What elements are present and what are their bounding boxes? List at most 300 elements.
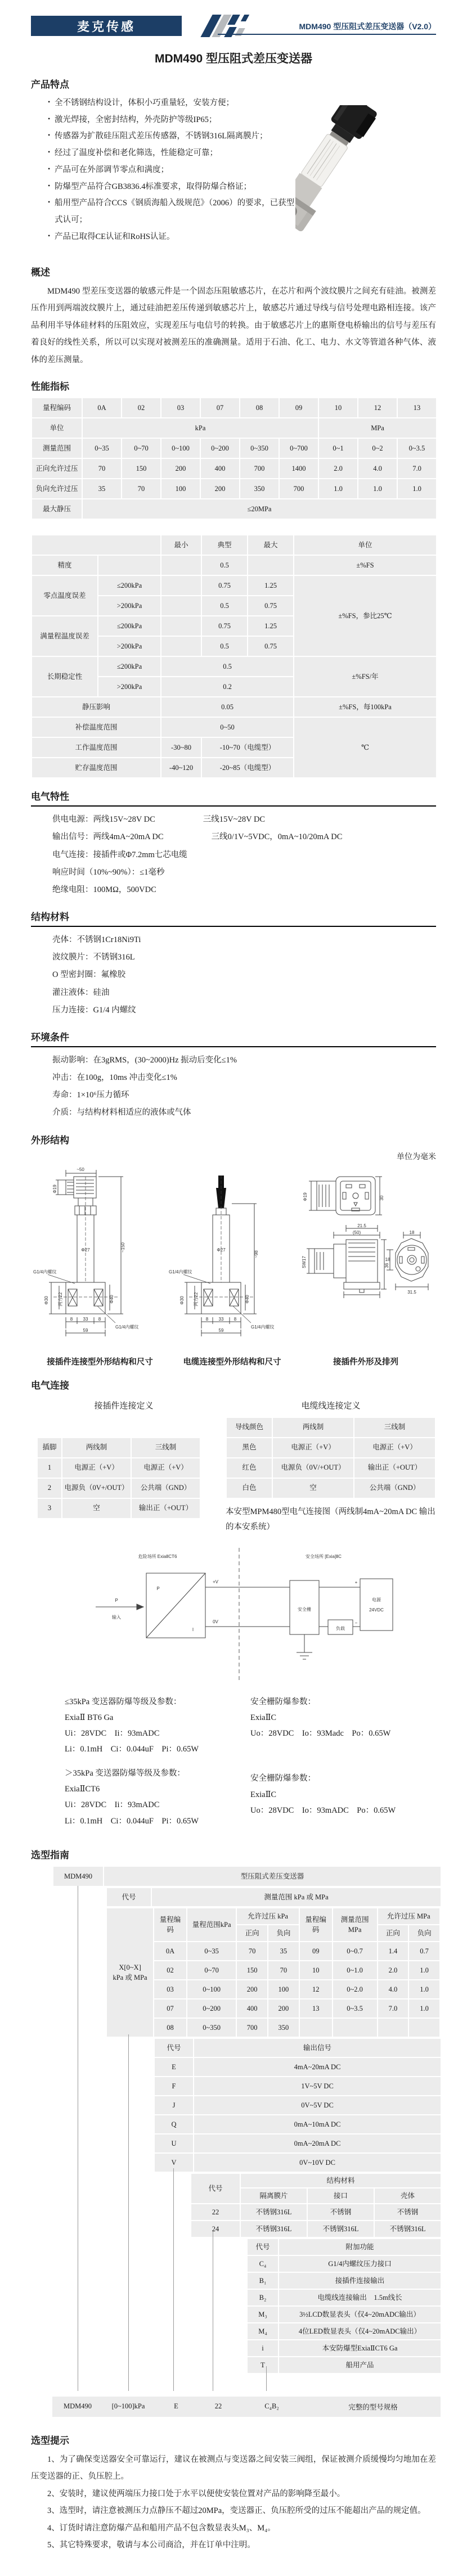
selection-diagram bbox=[52, 1866, 441, 2417]
cell bbox=[378, 2018, 409, 2037]
cell: Q bbox=[154, 2115, 194, 2134]
cell: 12 bbox=[358, 398, 397, 418]
cell: 700 bbox=[236, 2018, 268, 2037]
col-header: 允许过压 kPa bbox=[236, 1908, 299, 1925]
range-code-table bbox=[106, 1887, 442, 1907]
section-heading-environment: 环境条件 bbox=[31, 1029, 436, 1047]
param-line: Li：0.1mH Ci：0.044uF Pi：0.65W bbox=[65, 1741, 234, 1757]
cell: 船用产品 bbox=[279, 2357, 441, 2374]
features-section bbox=[31, 95, 436, 254]
cell: >200kPa bbox=[98, 636, 161, 656]
dim-label: Φ30 bbox=[179, 1295, 185, 1304]
table-row bbox=[226, 1438, 435, 1458]
barrier-label: 安全栅 bbox=[298, 1606, 311, 1612]
cell: 3 bbox=[37, 1498, 62, 1519]
code-header: 代号 bbox=[191, 2173, 240, 2204]
cell: 0~200 bbox=[187, 1999, 236, 2018]
connector-views-drawing bbox=[301, 1164, 436, 1350]
table-row bbox=[106, 2018, 440, 2037]
dim-label: G1/4内螺纹 bbox=[115, 1324, 138, 1330]
cell: 0.75 bbox=[248, 636, 294, 656]
cell: -10~70（电缆型） bbox=[201, 737, 294, 758]
table-row bbox=[32, 479, 437, 499]
cell: 0~70 bbox=[187, 1961, 236, 1980]
table-row bbox=[247, 2357, 441, 2374]
cell bbox=[333, 2018, 378, 2037]
param-block bbox=[250, 1771, 436, 1818]
dim-label: 33 bbox=[219, 1317, 224, 1322]
cell: ±%FS，每100kPa bbox=[294, 697, 437, 717]
cell: 0~1.0 bbox=[333, 1961, 378, 1980]
row-label: 精度 bbox=[32, 555, 98, 575]
spec-text: 供电电源：两线15V~28V DC bbox=[52, 815, 155, 824]
connector-line bbox=[173, 2168, 174, 2391]
table-row bbox=[32, 656, 437, 677]
table-row bbox=[154, 2134, 441, 2153]
row-label: 满量程温度误差 bbox=[32, 616, 98, 656]
cell: 200 bbox=[200, 479, 240, 499]
spec-line: 介质：与结构材料相适应的液体或气体 bbox=[52, 1104, 436, 1122]
cell: 100 bbox=[268, 1980, 299, 1999]
example-material: 22 bbox=[199, 2402, 238, 2411]
dim-label: 两方22 bbox=[193, 1292, 199, 1306]
dim-label: 59 bbox=[83, 1328, 88, 1333]
dim-label: SW17 bbox=[302, 1255, 307, 1268]
spec-text: 响应时间（10%~90%）：≤1毫秒 bbox=[52, 868, 164, 877]
cell: 黑色 bbox=[226, 1438, 272, 1458]
cell: 电源负（0V/+OUT） bbox=[272, 1458, 354, 1478]
table-row bbox=[32, 499, 437, 519]
cell: 电源正（+V） bbox=[354, 1438, 435, 1458]
cell: 70 bbox=[82, 458, 122, 479]
cell: 不锈钢 bbox=[307, 2204, 374, 2221]
cell: 0mA~10mA DC bbox=[194, 2115, 441, 2134]
spec-text: 绝缘电阻：100MΩ，500VDC bbox=[52, 885, 156, 894]
transmitter-photo-illustration bbox=[295, 105, 436, 254]
col-header: 允许过压 MPa bbox=[378, 1908, 440, 1925]
brand-logo bbox=[31, 16, 182, 36]
table-row bbox=[226, 1417, 435, 1438]
cell: G1/4内螺纹压力接口 bbox=[279, 2255, 441, 2272]
col-header: 最小 bbox=[161, 535, 201, 555]
block-title: 附加功能 bbox=[279, 2239, 441, 2255]
cell: 白色 bbox=[226, 1478, 272, 1498]
col-header: 隔离膜片 bbox=[240, 2188, 307, 2204]
cell: 0.5 bbox=[161, 656, 294, 677]
datasheet-page bbox=[0, 15, 467, 2576]
dim-label: 31.5 bbox=[407, 1290, 416, 1295]
cell: 7.0 bbox=[378, 1999, 409, 2018]
dim-label: 21.5 bbox=[357, 1223, 366, 1228]
cell: 电源正（+V） bbox=[62, 1458, 131, 1478]
section-heading-electrical: 电气特性 bbox=[31, 789, 436, 807]
cell: J bbox=[154, 2096, 194, 2115]
cell bbox=[299, 2018, 333, 2037]
cell: 70 bbox=[268, 1961, 299, 1980]
cell: 0.75 bbox=[248, 596, 294, 616]
table-row bbox=[32, 555, 437, 575]
cell: 1.25 bbox=[248, 616, 294, 636]
transmitter-params-column bbox=[31, 1694, 234, 1837]
tip-item: 5、其它特殊要求，敬请与本公司商洽，并在订单中注明。 bbox=[31, 2537, 436, 2554]
col-header: 两线制 bbox=[272, 1417, 354, 1438]
cell: 03 bbox=[154, 1980, 187, 1999]
cell: 0~100 bbox=[187, 1980, 236, 1999]
plus-sign: + bbox=[355, 1580, 358, 1585]
cell: 空 bbox=[272, 1478, 354, 1498]
feature-item: • 经过了温度补偿和老化筛选，性能稳定可靠； bbox=[48, 145, 295, 162]
table-row bbox=[32, 535, 437, 555]
table-row bbox=[247, 2340, 441, 2357]
cell: 1.0 bbox=[408, 1999, 440, 2018]
material-code-table bbox=[190, 2173, 442, 2238]
range-axis-label bbox=[106, 1908, 154, 2037]
cell: 2.0 bbox=[378, 1961, 409, 1980]
cell: 4位LED数显表头（仅4~20mADC输出） bbox=[279, 2323, 441, 2340]
param-title: 安全栅防爆参数： bbox=[250, 1694, 436, 1710]
load-label: 负载 bbox=[336, 1625, 345, 1631]
table-row bbox=[191, 2204, 441, 2221]
spec-text: 输出信号：两线4mA~20mA DC bbox=[52, 832, 164, 841]
cell: 0.75 bbox=[201, 575, 248, 596]
cable-def-table bbox=[226, 1417, 436, 1499]
spec-line bbox=[52, 881, 436, 899]
param-title: ＞35kPa 变送器防爆等级及参数： bbox=[65, 1766, 234, 1781]
table-row bbox=[53, 1866, 441, 1886]
block-title: 输出信号 bbox=[194, 2038, 441, 2057]
cell bbox=[161, 596, 201, 616]
wiring-note: 本安型MPM480型电气连接图（两线制4mA~20mA DC 输出的本安系统） bbox=[226, 1505, 436, 1535]
spec-line: 寿命：1×10⁶压力循环 bbox=[52, 1087, 436, 1104]
cell: 13 bbox=[299, 1999, 333, 2018]
cable-definition bbox=[211, 1396, 436, 1535]
feature-item: • 全不锈钢结构设计，体积小巧重量轻，安装方便； bbox=[48, 95, 295, 112]
range-spec-table bbox=[31, 397, 437, 520]
cell: 0.2 bbox=[161, 677, 294, 697]
dim-label: 30 bbox=[379, 1195, 384, 1200]
tip-item: 2、安装时，建议使两端压力接口处于水平以便使安装位置对产品的影响降至最小。 bbox=[31, 2485, 436, 2502]
spec-line: 壳体：不锈钢1Cr18Ni9Ti bbox=[52, 931, 436, 949]
environment-lines bbox=[31, 1052, 436, 1122]
page-title: MDM490 型压阻式差压变送器 bbox=[31, 49, 436, 66]
block-title: 测量范围 kPa 或 MPa bbox=[151, 1888, 441, 1907]
param-line: ExiaⅡC bbox=[250, 1710, 436, 1726]
cell: 07 bbox=[154, 1999, 187, 2018]
connector-line bbox=[266, 2366, 267, 2391]
cell: 3½LCD数显表头（仅4~20mADC输出） bbox=[279, 2306, 441, 2323]
code-header: 代号 bbox=[106, 1888, 151, 1907]
cell bbox=[161, 555, 201, 575]
row-label: 单位 bbox=[32, 418, 82, 438]
param-line: ExiaⅡC bbox=[250, 1787, 436, 1803]
cell: 电源正（+V） bbox=[272, 1438, 354, 1458]
cell: 0A bbox=[154, 1942, 187, 1961]
dim-label: ~150 bbox=[120, 1242, 125, 1253]
cell: 08 bbox=[240, 398, 279, 418]
cell: 400 bbox=[200, 458, 240, 479]
cell: 0mA~20mA DC bbox=[194, 2134, 441, 2153]
feature-item: • 传感器为扩散硅压阻式差压传感器，不锈钢316L隔离膜片； bbox=[48, 128, 295, 145]
dim-label: 18 bbox=[410, 1230, 415, 1235]
section-heading-tips: 选型提示 bbox=[31, 2433, 436, 2447]
feature-item: • 防爆型产品符合GB3836.4标准要求，取得防爆合格证； bbox=[48, 179, 295, 196]
col-header: 典型 bbox=[201, 535, 248, 555]
cell: 10 bbox=[299, 1961, 333, 1980]
param-title: 安全栅防爆参数： bbox=[250, 1771, 436, 1786]
spec-line bbox=[52, 811, 436, 828]
param-line: ExiaⅡCT6 bbox=[65, 1781, 234, 1797]
plug-def-title: 接插件连接定义 bbox=[37, 1399, 211, 1411]
cell: -20~85（电缆型） bbox=[201, 758, 294, 778]
table-row bbox=[154, 2077, 441, 2096]
cell: >200kPa bbox=[98, 596, 161, 616]
cell: 0~700 bbox=[279, 438, 318, 458]
col-header: 量程编码 bbox=[154, 1908, 187, 1942]
cell: V bbox=[154, 2153, 194, 2172]
table-row bbox=[106, 1980, 440, 1999]
cell: 0~35 bbox=[187, 1942, 236, 1961]
section-heading-overview: 概述 bbox=[31, 264, 436, 278]
cell: 09 bbox=[279, 398, 318, 418]
spec-line: O 型密封圈：氟橡胶 bbox=[52, 966, 436, 984]
dim-label: G1/4内螺纹 bbox=[251, 1324, 274, 1330]
cell: MPa bbox=[318, 418, 437, 438]
cell: 12 bbox=[299, 1980, 333, 1999]
table-row bbox=[154, 2057, 441, 2077]
document-title: MDM490 型压阻式差压变送器（V2.0） bbox=[218, 21, 436, 35]
dim-label: 8 bbox=[70, 1317, 73, 1322]
cell: 输出正（+OUT） bbox=[131, 1498, 200, 1519]
cell bbox=[161, 616, 201, 636]
output-signal-table bbox=[154, 2038, 442, 2173]
cell: 200 bbox=[268, 1999, 299, 2018]
cell: 本安防爆型ExiaⅡCT6 Ga bbox=[279, 2340, 441, 2357]
cell: 不锈钢316L bbox=[240, 2221, 307, 2237]
wiring-section bbox=[31, 1396, 436, 1535]
cell: ±%FS/年 bbox=[294, 656, 437, 697]
cell: 35 bbox=[268, 1942, 299, 1961]
cell: 0.5 bbox=[201, 636, 248, 656]
col-header: 正向 bbox=[236, 1925, 268, 1942]
param-line: Uo：28VDC Io：93mADC Po：0.65W bbox=[250, 1803, 436, 1818]
section-heading-performance: 性能指标 bbox=[31, 379, 436, 393]
example-label: 完整的型号规格 bbox=[306, 2402, 441, 2412]
cell: 0~100 bbox=[161, 438, 200, 458]
example-addon: C₄B₂ bbox=[238, 2402, 306, 2411]
cell: 10 bbox=[318, 398, 358, 418]
row-label: 补偿温度范围 bbox=[32, 717, 161, 737]
param-line: Li：0.1mH Ci：0.044uF Pi：0.65W bbox=[65, 1813, 234, 1829]
cell: 不锈钢316L bbox=[307, 2221, 374, 2237]
table-row bbox=[32, 418, 437, 438]
cell: 1.0 bbox=[408, 1961, 440, 1980]
cell: 0.5 bbox=[201, 596, 248, 616]
dim-label: ~50 bbox=[77, 1167, 84, 1172]
dim-label: 36 bbox=[384, 1263, 389, 1268]
dim-label: 8 bbox=[206, 1317, 209, 1322]
ex-proof-parameters bbox=[31, 1694, 436, 1837]
dim-label: 8 bbox=[98, 1317, 101, 1322]
cell: 0~35 bbox=[82, 438, 122, 458]
page-header bbox=[31, 15, 436, 37]
minus-sign: − bbox=[355, 1620, 358, 1625]
table-row bbox=[106, 1942, 440, 1961]
model-description: 型压阻式差压变送器 bbox=[104, 1866, 441, 1886]
param-title: ≤35kPa 变送器防爆等级及参数： bbox=[65, 1694, 234, 1710]
cell: 电源负（0V+/OUT） bbox=[62, 1478, 131, 1498]
cell: 1.25 bbox=[248, 575, 294, 596]
cell bbox=[161, 636, 201, 656]
electrical-lines bbox=[31, 811, 436, 899]
feature-item: • 产品可在外部调节零点和满度； bbox=[48, 162, 295, 179]
col-header: 正向 bbox=[378, 1925, 409, 1942]
cell: 1.0 bbox=[318, 479, 358, 499]
feature-item: • 产品已取得CE认证和RoHS认证。 bbox=[48, 229, 295, 246]
cell: ±%FS，参比25℃ bbox=[294, 575, 437, 656]
feature-list bbox=[31, 95, 295, 254]
cell: 公共端（GND） bbox=[354, 1478, 435, 1498]
dim-label: Φ40 bbox=[245, 1294, 250, 1303]
param-block bbox=[65, 1766, 234, 1829]
cell: M₄ bbox=[247, 2323, 279, 2340]
spec-text: 三线0/1V~5VDC，0mA~10/20mA DC bbox=[212, 828, 343, 846]
cell: M₃ bbox=[247, 2306, 279, 2323]
outline-drawings bbox=[31, 1164, 436, 1350]
dim-label: Φ19 bbox=[303, 1192, 308, 1201]
spec-line bbox=[52, 864, 436, 881]
table-row bbox=[247, 2289, 441, 2306]
table-row bbox=[226, 1458, 435, 1478]
param-line: Uo：28VDC Io：93Madc Po：0.65W bbox=[250, 1726, 436, 1741]
table-row bbox=[247, 2255, 441, 2272]
dim-label: 33 bbox=[83, 1317, 88, 1322]
feature-item: • 船用型产品符合CCS《钢质海船入级规范》（2006）的要求，已获型式认可； bbox=[48, 195, 295, 228]
cell: 0~70 bbox=[122, 438, 161, 458]
cell: 1V~5V DC bbox=[194, 2077, 441, 2096]
table-row bbox=[226, 1478, 435, 1498]
dim-label: G1/4内螺纹 bbox=[169, 1269, 192, 1275]
intrinsic-safety-diagram bbox=[53, 1548, 414, 1688]
table-row bbox=[191, 2221, 441, 2237]
cell: 700 bbox=[279, 479, 318, 499]
cell: 09 bbox=[299, 1942, 333, 1961]
row-label: 最大静压 bbox=[32, 499, 82, 519]
param-line: ExiaⅡ BT6 Ga bbox=[65, 1710, 234, 1726]
cell: 07 bbox=[200, 398, 240, 418]
col-header: 最大 bbox=[248, 535, 294, 555]
spec-line: 振动影响：在3gRMS，(30~2000)Hz 振动后变化≤1% bbox=[52, 1052, 436, 1069]
cell: 0.05 bbox=[161, 697, 294, 717]
cell: B₂ bbox=[247, 2289, 279, 2306]
cell: 1.0 bbox=[397, 479, 437, 499]
cell: 0~200 bbox=[200, 438, 240, 458]
cell: 1.4 bbox=[378, 1942, 409, 1961]
cell: 02 bbox=[122, 398, 161, 418]
cell bbox=[98, 555, 161, 575]
caption: 接插件连接型外形结构和尺寸 bbox=[31, 1355, 169, 1367]
cell: 1.0 bbox=[358, 479, 397, 499]
col-header: 量程编码 bbox=[299, 1908, 333, 1942]
cell: 1.0 bbox=[408, 1980, 440, 1999]
tip-item: 3、选型时，请注意被测压力点静压不超过20MPa，变送器正、负压腔所受的过压不能超出产品的规定值。 bbox=[31, 2502, 436, 2519]
cell: 不锈钢 bbox=[374, 2204, 441, 2221]
section-heading-features: 产品特点 bbox=[31, 76, 436, 91]
table-row bbox=[106, 1999, 440, 2018]
cell: 0~3.5 bbox=[333, 1999, 378, 2018]
row-label: 贮存温度范围 bbox=[32, 758, 161, 778]
col-header: 三线制 bbox=[354, 1417, 435, 1438]
range-detail-table bbox=[106, 1907, 441, 2038]
dim-label: 两方22 bbox=[57, 1292, 63, 1306]
cell: 电缆线连接输出 1.5m线长 bbox=[279, 2289, 441, 2306]
table-row bbox=[32, 697, 437, 717]
cell: 7.0 bbox=[397, 458, 437, 479]
table-row bbox=[247, 2306, 441, 2323]
cell: -30~80 bbox=[161, 737, 201, 758]
table-row bbox=[247, 2272, 441, 2289]
tip-item: 1、为了确保变送器安全可靠运行，建议在被测点与变送器之间安装三阀组，保证被测介质缓慢均匀地加在差压变送器的正、负压腔上。 bbox=[31, 2451, 436, 2485]
cell: 150 bbox=[236, 1961, 268, 1980]
col-header: 测量范围MPa bbox=[333, 1908, 378, 1942]
cable-type-drawing bbox=[169, 1164, 295, 1350]
cell: C₄ bbox=[247, 2255, 279, 2272]
connector-line bbox=[128, 2034, 129, 2391]
cell: 0~2.0 bbox=[333, 1980, 378, 1999]
row-label: 长期稳定性 bbox=[32, 656, 98, 697]
cell: 70 bbox=[236, 1942, 268, 1961]
cell: 03 bbox=[161, 398, 200, 418]
cell bbox=[408, 2018, 440, 2037]
x-label-line: X[0~X] bbox=[109, 1962, 151, 1972]
col-header: 三线制 bbox=[131, 1438, 200, 1458]
cell: >200kPa bbox=[98, 677, 161, 697]
cell: E bbox=[154, 2057, 194, 2077]
col-header: 两线制 bbox=[62, 1438, 131, 1458]
dim-label: Φ27 bbox=[217, 1248, 226, 1253]
cell: 0~350 bbox=[240, 438, 279, 458]
x-label-line: kPa 或 MPa bbox=[109, 1972, 151, 1983]
cell: 0~350 bbox=[187, 2018, 236, 2037]
pi-top-label: P bbox=[156, 1586, 159, 1591]
supply-voltage: 24VDC bbox=[369, 1607, 384, 1613]
row-label: 零点温度误差 bbox=[32, 575, 98, 616]
spec-line: 冲击：在100g，10ms 冲击变化≤1% bbox=[52, 1069, 436, 1087]
cell: 空 bbox=[62, 1498, 131, 1519]
cell: 0.7 bbox=[408, 1942, 440, 1961]
cell: T bbox=[247, 2357, 279, 2374]
table-row bbox=[154, 2115, 441, 2134]
tips-section bbox=[31, 2451, 436, 2554]
cell: 2 bbox=[37, 1478, 62, 1498]
tip-item: 4、订货时请注意防爆产品和船用产品不包含数显表头M₃、M₄。 bbox=[31, 2520, 436, 2537]
cell: 0V~5V DC bbox=[194, 2096, 441, 2115]
spec-line: 压力连接：G1/4 内螺纹 bbox=[52, 1002, 436, 1019]
cell: ℃ bbox=[294, 717, 437, 778]
barrier-params-column bbox=[234, 1694, 436, 1837]
pi-bottom-label: I bbox=[192, 1627, 194, 1632]
cell: F bbox=[154, 2077, 194, 2096]
cell: 08 bbox=[154, 2018, 187, 2037]
col-header: 导线颜色 bbox=[226, 1417, 272, 1438]
cell: 不锈钢316L bbox=[374, 2221, 441, 2237]
cell: 400 bbox=[236, 1999, 268, 2018]
plug-def-table bbox=[37, 1437, 201, 1519]
spec-text: 三线15V~28V DC bbox=[203, 811, 265, 828]
spec-line: 波纹膜片：不锈钢316L bbox=[52, 949, 436, 966]
cell: 22 bbox=[191, 2204, 240, 2221]
cell: 1400 bbox=[279, 458, 318, 479]
table-row bbox=[247, 2239, 441, 2255]
